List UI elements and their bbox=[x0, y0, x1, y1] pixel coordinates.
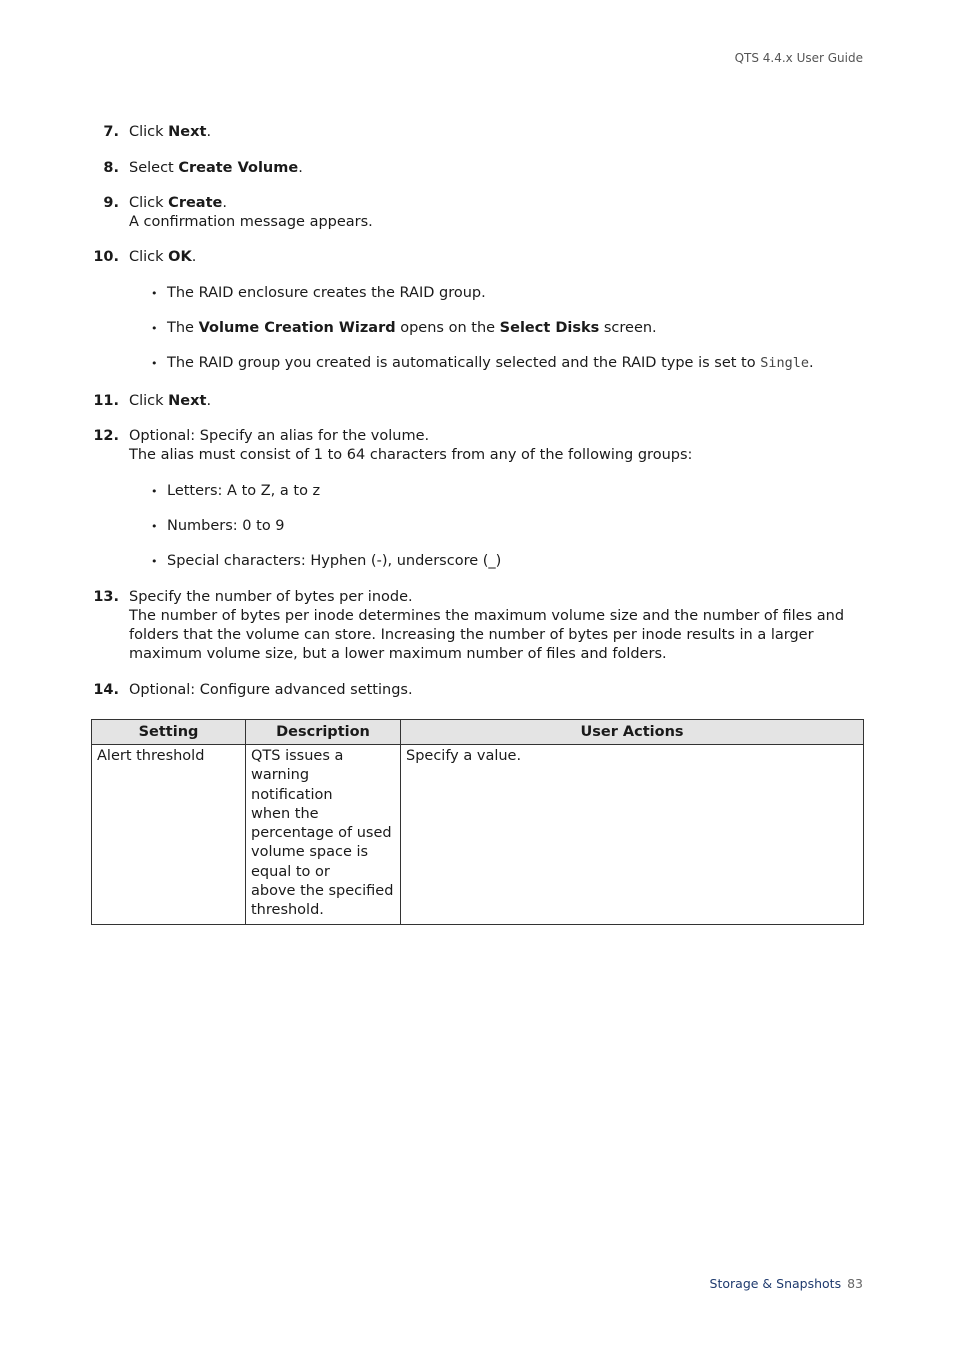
step-note: folders that the volume can store. Increasing the number of bytes per inode results in a larger bbox=[129, 627, 814, 643]
page-footer bbox=[710, 1276, 863, 1291]
setting-cell: Alert threshold bbox=[92, 745, 246, 925]
ui-term: OK bbox=[168, 249, 192, 265]
ui-term: Next bbox=[168, 393, 207, 409]
step-number: 9. bbox=[103, 195, 119, 211]
step-note: maximum volume size, but a lower maximum number of files and folders. bbox=[129, 646, 667, 662]
ui-term: Create bbox=[168, 195, 223, 211]
footer-section-link[interactable]: Storage & Snapshots bbox=[709, 1276, 842, 1291]
user-action-cell: Specify a value. bbox=[401, 745, 864, 925]
step-note: A confirmation message appears. bbox=[129, 214, 373, 230]
column-header-setting: Setting bbox=[92, 720, 246, 745]
step-number: 11. bbox=[93, 393, 119, 409]
step-note: The alias must consist of 1 to 64 characters from any of the following groups: bbox=[129, 447, 693, 463]
bullet-icon: • bbox=[151, 322, 158, 335]
step-number: 14. bbox=[93, 682, 119, 698]
step-number: 13. bbox=[93, 589, 119, 605]
step-number: 8. bbox=[103, 160, 119, 176]
step-number: 12. bbox=[93, 428, 119, 444]
code-text: Single bbox=[760, 355, 809, 371]
document-header: QTS 4.4.x User Guide bbox=[734, 51, 863, 65]
step-note: The number of bytes per inode determines the maximum volume size and the number of files and bbox=[129, 608, 845, 624]
bullet-icon: • bbox=[151, 555, 158, 568]
step-number: 7. bbox=[103, 124, 119, 140]
ui-term: Next bbox=[168, 124, 207, 140]
bullet-icon: • bbox=[151, 520, 158, 533]
table-header-row bbox=[92, 720, 864, 745]
advanced-settings-table bbox=[91, 719, 864, 925]
bullet-icon: • bbox=[151, 287, 158, 300]
page-number: 83 bbox=[847, 1276, 863, 1291]
table-row bbox=[92, 745, 864, 925]
bullet-icon: • bbox=[151, 357, 158, 370]
ui-term: Create Volume bbox=[178, 160, 299, 176]
column-header-description: Description bbox=[246, 720, 401, 745]
step-number: 10. bbox=[93, 249, 119, 265]
column-header-user-actions: User Actions bbox=[401, 720, 864, 745]
bullet-icon: • bbox=[151, 485, 158, 498]
description-cell: QTS issues a warning notification when the percentage of used volume space is equal to or above the specified threshold. bbox=[246, 745, 401, 925]
